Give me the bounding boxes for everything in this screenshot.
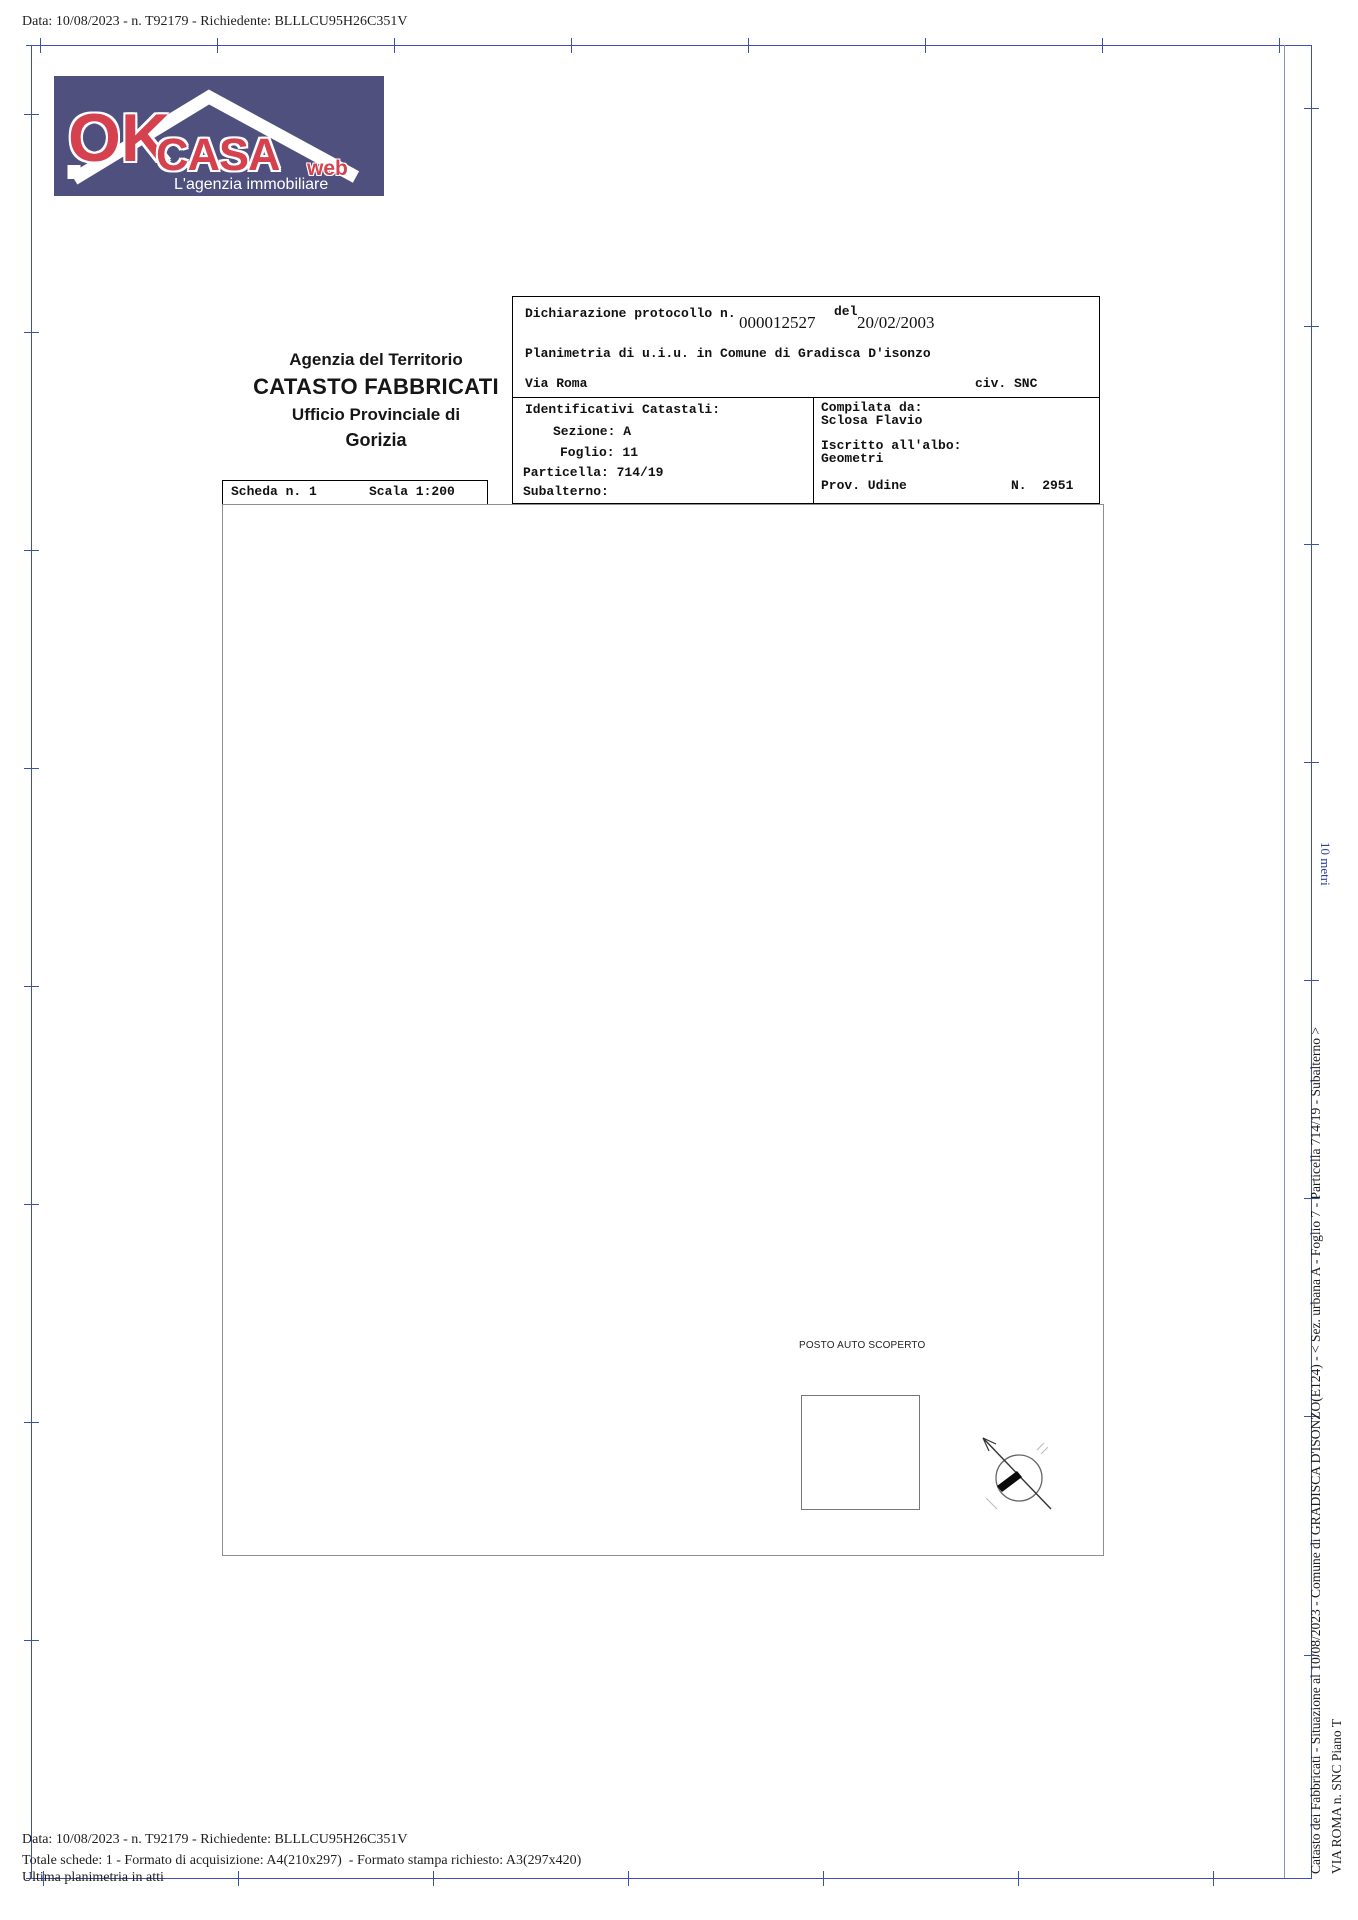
margin-caption-address: VIA ROMA n. SNC Piano T: [1329, 1718, 1344, 1874]
agency-line-2: CATASTO FABBRICATI: [253, 374, 499, 399]
compilata-title: Compilata da:: [821, 400, 923, 415]
agency-heading: [250, 350, 502, 451]
ruler-tick: [1304, 108, 1319, 109]
compilata-albo-value: Geometri: [821, 451, 884, 466]
ruler-line-top: [26, 45, 1311, 46]
scala-label: Scala 1:200: [369, 484, 455, 499]
ruler-tick: [24, 1422, 39, 1423]
margin-caption-catasto: Catasto dei Fabbricati - Situazione al 10/08/2023 - Comune di GRADISCA D'ISONZO(E124) - < Sez. urbana A - Foglio 7 - Particella 714/19 - Subalterno >: [1308, 1026, 1323, 1874]
parking-spot-rect: [801, 1395, 920, 1510]
agency-line-1: Agenzia del Territorio: [289, 350, 463, 369]
declaration-box: [512, 296, 1100, 504]
north-arrow-icon: [975, 1430, 1061, 1516]
ruler-line-left: [31, 45, 32, 1879]
scheda-number: Scheda n. 1: [231, 484, 317, 499]
ruler-tick: [24, 986, 39, 987]
street-name: Via Roma: [525, 376, 588, 391]
protocol-date: 20/02/2003: [857, 313, 935, 332]
okcasa-logo: [54, 76, 384, 196]
identificativi-particella: Particella: 714/19: [523, 465, 664, 480]
identificativi-subalterno: Subalterno:: [523, 484, 609, 499]
ruler-tick: [1304, 762, 1319, 763]
declaration-box-column-divider: [813, 397, 814, 503]
ruler-line-bottom: [26, 1878, 1311, 1879]
ruler-tick: [823, 1871, 824, 1886]
compilata-albo-label: Iscritto all'albo:: [821, 438, 962, 453]
compilata-name: Sclosa Flavio: [821, 413, 923, 428]
protocol-number: 000012527: [739, 313, 816, 332]
ruler-tick: [1279, 38, 1280, 53]
logo-web-text: web: [307, 157, 348, 180]
ruler-tick: [24, 1204, 39, 1205]
page-edge-line-right: [1284, 45, 1285, 1879]
footer-line-3: Ultima planimetria in atti: [22, 1870, 164, 1885]
parking-spot-label: POSTO AUTO SCOPERTO: [799, 1339, 926, 1351]
ruler-tick: [628, 1871, 629, 1886]
ruler-tick: [394, 38, 395, 53]
compilata-numero: N. 2951: [1011, 478, 1074, 493]
scale-bar-label: 10 metri: [1318, 842, 1333, 886]
footer-line-1: Data: 10/08/2023 - n. T92179 - Richiedente: BLLLCU95H26C351V: [22, 1832, 408, 1847]
ruler-tick: [1102, 38, 1103, 53]
ruler-tick: [1304, 326, 1319, 327]
civic-number: civ. SNC: [975, 376, 1038, 391]
identificativi-title: Identificativi Catastali:: [525, 402, 721, 417]
compilata-prov: Prov. Udine: [821, 478, 907, 493]
logo-ok-text: OK: [68, 100, 170, 176]
agency-line-3: Ufficio Provinciale di: [291, 405, 461, 424]
identificativi-sezione: Sezione: A: [553, 424, 632, 439]
floor-plan-area: [222, 504, 1104, 1556]
ruler-tick: [24, 114, 39, 115]
identificativi-foglio: Foglio: 11: [560, 445, 639, 460]
logo-casa-text: CASA: [156, 129, 280, 180]
protocol-del-label: del: [834, 304, 858, 319]
ruler-tick: [1213, 1871, 1214, 1886]
ruler-tick: [24, 768, 39, 769]
ruler-tick: [433, 1871, 434, 1886]
ruler-tick: [1018, 1871, 1019, 1886]
ruler-tick: [217, 38, 218, 53]
ruler-tick: [1304, 544, 1319, 545]
footer-line-2: Totale schede: 1 - Formato di acquisizione: A4(210x297) - Formato stampa richiesto: A3(297x420): [22, 1853, 582, 1868]
ruler-tick: [748, 38, 749, 53]
ruler-tick: [24, 332, 39, 333]
scan-header-line: Data: 10/08/2023 - n. T92179 - Richiedente: BLLLCU95H26C351V: [22, 14, 408, 29]
ruler-tick: [1304, 980, 1319, 981]
ruler-tick: [40, 38, 41, 53]
ruler-tick: [925, 38, 926, 53]
protocol-label: Dichiarazione protocollo n.: [525, 306, 736, 321]
ruler-tick: [238, 1871, 239, 1886]
agency-line-4: Gorizia: [345, 430, 407, 450]
planimetria-line: Planimetria di u.i.u. in Comune di Gradisca D'isonzo: [525, 346, 931, 361]
ruler-tick: [571, 38, 572, 53]
ruler-tick: [24, 1640, 39, 1641]
declaration-box-divider: [513, 397, 1099, 398]
ruler-tick: [24, 550, 39, 551]
scheda-box: [222, 480, 488, 506]
logo-tagline: L'agenzia immobiliare: [174, 176, 329, 193]
